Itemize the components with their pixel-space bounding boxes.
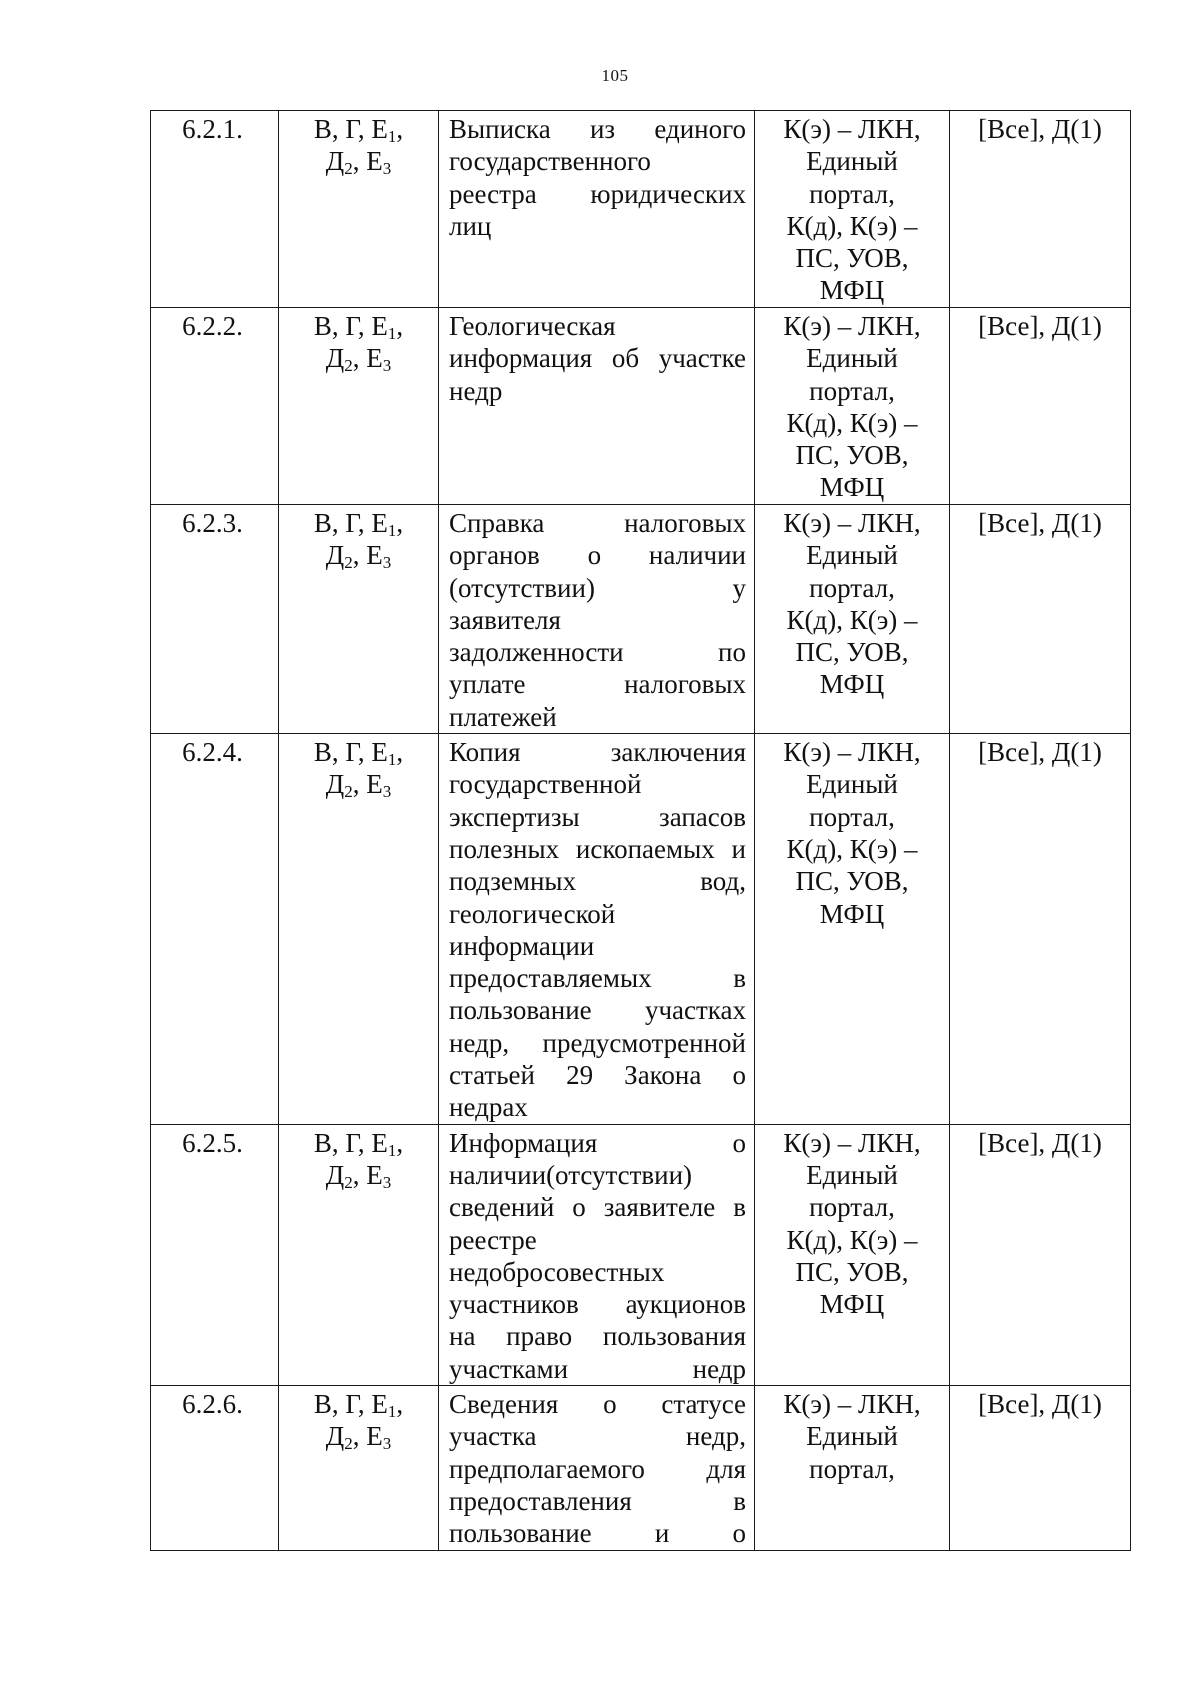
item-number: 6.2.5.: [182, 1127, 243, 1158]
note-cell: [950, 1386, 1131, 1551]
table-body: [151, 111, 1131, 1551]
category-subscript: 1: [387, 1402, 397, 1422]
document-name-word: платежей: [449, 701, 557, 732]
document-name-line: [449, 833, 746, 865]
submission-method-line: Единый: [806, 540, 898, 571]
submission-method-line: К(э) – ЛКН,: [783, 311, 921, 341]
category-text: , Е: [352, 1159, 383, 1190]
document-name-word: экспертизы: [449, 801, 580, 832]
category-text: , Е: [352, 769, 383, 800]
document-name-cell: [439, 111, 755, 308]
document-name-line: [449, 1224, 746, 1256]
document-name-line: [449, 736, 746, 768]
document-name-word: статьей: [449, 1060, 535, 1091]
document-name-word: государственного: [449, 146, 651, 177]
document-name-word: из: [589, 114, 616, 144]
document-name-line: [449, 1091, 746, 1123]
document-name-word: пользование: [449, 1518, 592, 1549]
document-name-word: вод,: [700, 866, 746, 897]
document-name-word: о: [587, 540, 602, 571]
submission-method-line: К(д), К(э) –: [786, 833, 918, 864]
document-name-line: [449, 636, 746, 668]
category-text: Д: [325, 343, 345, 374]
document-name-line: [449, 375, 746, 407]
document-name-word: о: [603, 1389, 617, 1420]
document-name-word: по: [718, 637, 746, 668]
submission-method-line: Единый: [806, 1421, 898, 1452]
document-name-word: юридических: [590, 178, 746, 209]
document-name-line: [449, 604, 746, 636]
applicant-category-cell: [279, 111, 439, 308]
document-name-line: [449, 178, 746, 210]
document-name-word: Информация: [449, 1127, 598, 1158]
document-name-word: об: [611, 343, 640, 374]
item-number-cell: [151, 1124, 279, 1385]
document-name-word: и: [731, 833, 746, 864]
category-comma: ,: [396, 311, 404, 341]
document-name-line: [449, 1127, 746, 1159]
note-cell: [950, 505, 1131, 734]
submission-method-line: ПС, УОВ,: [795, 637, 909, 668]
item-number-cell: [151, 308, 279, 505]
document-name-line: [449, 1159, 746, 1191]
document-name-word: о: [732, 1127, 746, 1158]
document-name-word: на: [449, 1321, 476, 1352]
document-name-line: [449, 1485, 746, 1517]
submission-method-line: портал,: [809, 572, 895, 603]
document-name-word: аукционов: [625, 1289, 746, 1320]
note-cell: [950, 308, 1131, 505]
document-name-word: недрах: [449, 1092, 528, 1123]
document-name-word: предполагаемого: [449, 1453, 645, 1484]
document-name-line: [449, 342, 746, 374]
category-line: [283, 145, 434, 177]
category-comma: ,: [396, 1389, 404, 1420]
note-text: [Все], Д(1): [978, 508, 1102, 538]
document-name-word: о: [572, 1192, 586, 1223]
submission-method-line: Единый: [806, 343, 898, 374]
document-name-word: пользования: [602, 1321, 746, 1352]
table-row: [151, 111, 1131, 308]
submission-method-cell: [755, 1124, 950, 1385]
document-name-line: [449, 210, 746, 242]
note-cell: [950, 111, 1131, 308]
document-name-word: в: [733, 1192, 746, 1223]
submission-method-line: Единый: [806, 146, 898, 177]
document-name-line: [449, 962, 746, 994]
document-name-word: Закона: [624, 1060, 702, 1091]
document-table: [150, 110, 1131, 1551]
note-text: [Все], Д(1): [978, 737, 1102, 768]
table-row: [151, 308, 1131, 505]
category-line: [283, 768, 434, 800]
table-row: [151, 734, 1131, 1125]
document-name-word: и: [654, 1518, 670, 1549]
submission-method-line: портал,: [809, 1192, 895, 1223]
document-name-word: Геологическая: [449, 311, 616, 341]
document-name-word: предусмотренной: [542, 1027, 746, 1058]
document-name-word: ископаемых: [575, 833, 715, 864]
submission-method-line: ПС, УОВ,: [795, 866, 909, 897]
table-row: [151, 505, 1131, 734]
document-name-word: недр,: [449, 1027, 510, 1058]
document-name-line: [449, 801, 746, 833]
document-name-word: задолженности: [449, 637, 624, 668]
category-comma: ,: [396, 737, 404, 768]
category-subscript: 1: [387, 521, 397, 540]
category-subscript: 3: [382, 1434, 392, 1454]
document-name-line: [449, 1453, 746, 1485]
category-subscript: 2: [344, 553, 353, 573]
category-subscript: 3: [382, 356, 392, 376]
category-subscript: 2: [344, 356, 353, 376]
category-subscript: 1: [387, 1140, 397, 1160]
document-name-line: [449, 1517, 746, 1549]
category-subscript: 1: [387, 324, 397, 343]
applicant-category-cell: [279, 505, 439, 734]
document-name-word: участников: [449, 1289, 579, 1320]
submission-method-line: портал,: [809, 375, 895, 406]
document-name-word: лиц: [449, 210, 492, 241]
document-name-line: [449, 145, 746, 177]
document-name-word: единого: [654, 114, 746, 144]
document-name-word: наличии(отсутствии): [449, 1159, 693, 1190]
document-name-line: [449, 930, 746, 962]
document-name-line: [449, 507, 746, 539]
table-row: [151, 1124, 1131, 1385]
category-line: [283, 736, 434, 768]
document-name-word: реестре: [449, 1224, 537, 1255]
submission-method-line: К(э) – ЛКН,: [783, 1127, 921, 1158]
submission-method-line: К(д), К(э) –: [786, 604, 918, 635]
submission-method-cell: [755, 1386, 950, 1551]
document-name-word: 29: [566, 1060, 594, 1091]
document-name-line: [449, 1059, 746, 1091]
document-name-line: [449, 1388, 746, 1420]
submission-method-line: ПС, УОВ,: [795, 440, 909, 471]
page-number: 105: [601, 66, 629, 85]
submission-method-line: Единый: [806, 769, 898, 800]
item-number: 6.2.6.: [182, 1389, 243, 1420]
document-name-line: [449, 539, 746, 571]
category-text: , Е: [352, 1421, 383, 1452]
document-name-cell: [439, 1386, 755, 1551]
document-name-word: геологической: [449, 898, 616, 929]
document-name-word: уплате: [449, 669, 526, 700]
category-text: Д: [325, 540, 345, 571]
category-subscript: 2: [344, 159, 353, 179]
submission-method-line: МФЦ: [819, 472, 885, 503]
document-name-line: [449, 113, 746, 145]
item-number-cell: [151, 505, 279, 734]
document-name-line: [449, 1288, 746, 1320]
category-line: [283, 1159, 434, 1191]
document-name-word: участках: [644, 995, 746, 1026]
applicant-category-cell: [279, 1124, 439, 1385]
document-name-line: [449, 768, 746, 800]
submission-method-line: К(э) – ЛКН,: [783, 508, 921, 538]
submission-method-line: К(д), К(э) –: [786, 1224, 918, 1255]
category-text: Д: [325, 1421, 345, 1452]
document-name-word: полезных: [449, 833, 560, 864]
document-name-line: [449, 1191, 746, 1223]
category-text: , Е: [352, 343, 383, 374]
document-name-word: участка: [449, 1421, 537, 1452]
submission-method-line: портал,: [809, 178, 895, 209]
document-name-line: [449, 572, 746, 604]
document-name-cell: [439, 1124, 755, 1385]
document-name-word: право: [506, 1321, 573, 1352]
document-name-word: Сведения: [449, 1389, 559, 1420]
document-name-word: предоставляемых: [449, 963, 652, 994]
item-number-cell: [151, 111, 279, 308]
item-number: 6.2.3.: [182, 508, 243, 538]
document-name-word: налоговых: [624, 508, 746, 538]
category-text: , Е: [352, 146, 383, 177]
document-name-cell: [439, 308, 755, 505]
category-subscript: 1: [387, 127, 397, 146]
submission-method-line: К(э) – ЛКН,: [783, 737, 921, 768]
document-name-word: налоговых: [624, 669, 746, 700]
submission-method-line: ПС, УОВ,: [795, 243, 909, 274]
item-number: 6.2.2.: [182, 311, 243, 341]
category-line: [283, 113, 434, 145]
document-name-word: предоставления: [449, 1485, 632, 1516]
note-text: [Все], Д(1): [978, 114, 1102, 144]
item-number-cell: [151, 734, 279, 1125]
submission-method-line: Единый: [806, 1159, 898, 1190]
document-name-word: (отсутствии): [449, 572, 595, 603]
submission-method-line: ПС, УОВ,: [795, 1256, 909, 1287]
document-name-word: заявителе: [603, 1192, 716, 1223]
category-line: [283, 310, 434, 342]
category-comma: ,: [396, 114, 404, 144]
document-name-word: у: [732, 572, 746, 603]
note-cell: [950, 1124, 1131, 1385]
document-name-word: статусе: [661, 1389, 746, 1420]
category-text: В, Г, Е: [313, 508, 388, 538]
submission-method-line: К(д), К(э) –: [786, 210, 918, 241]
category-subscript: 3: [382, 782, 392, 802]
submission-method-cell: [755, 308, 950, 505]
document-name-line: [449, 310, 746, 342]
submission-method-cell: [755, 734, 950, 1125]
category-text: Д: [325, 1159, 345, 1190]
category-text: В, Г, Е: [313, 114, 388, 144]
document-name-word: органов: [449, 540, 540, 571]
item-number-cell: [151, 1386, 279, 1551]
category-subscript: 3: [382, 1172, 392, 1192]
document-name-word: недр: [692, 1353, 746, 1384]
category-line: [283, 342, 434, 374]
applicant-category-cell: [279, 308, 439, 505]
submission-method-line: МФЦ: [819, 275, 885, 306]
document-name-word: заключения: [610, 737, 746, 768]
table-row: [151, 1386, 1131, 1551]
document-name-word: заявителя: [449, 604, 561, 635]
document-name-word: Копия: [449, 737, 521, 768]
document-name-word: пользование: [449, 995, 592, 1026]
document-name-word: о: [732, 1060, 746, 1091]
document-name-cell: [439, 505, 755, 734]
category-subscript: 1: [387, 750, 397, 770]
document-name-word: участками: [449, 1353, 569, 1384]
submission-method-cell: [755, 111, 950, 308]
category-text: , Е: [352, 540, 383, 571]
submission-method-line: МФЦ: [819, 669, 885, 700]
document-name-word: информации: [449, 930, 595, 961]
applicant-category-cell: [279, 1386, 439, 1551]
submission-method-line: К(э) – ЛКН,: [783, 114, 921, 144]
category-subscript: 2: [344, 1434, 353, 1454]
document-name-word: недр: [449, 375, 503, 406]
category-text: В, Г, Е: [313, 737, 388, 768]
document-name-word: Выписка: [449, 114, 551, 144]
category-comma: ,: [396, 508, 404, 538]
note-text: [Все], Д(1): [978, 1127, 1102, 1158]
item-number: 6.2.4.: [182, 737, 243, 768]
document-name-line: [449, 1420, 746, 1452]
document-name-word: сведений: [449, 1192, 555, 1223]
category-line: [283, 1127, 434, 1159]
submission-method-line: портал,: [809, 801, 895, 832]
category-subscript: 2: [344, 1172, 353, 1192]
category-text: В, Г, Е: [313, 1127, 388, 1158]
note-text: [Все], Д(1): [978, 1389, 1102, 1420]
applicant-category-cell: [279, 734, 439, 1125]
submission-method-line: МФЦ: [819, 898, 885, 929]
category-text: В, Г, Е: [313, 311, 388, 341]
category-comma: ,: [396, 1127, 404, 1158]
document-name-word: реестра: [449, 178, 537, 209]
document-name-word: недр,: [685, 1421, 746, 1452]
document-name-word: в: [733, 963, 746, 994]
document-name-line: [449, 898, 746, 930]
category-text: В, Г, Е: [313, 1389, 388, 1420]
submission-method-cell: [755, 505, 950, 734]
category-line: [283, 507, 434, 539]
note-text: [Все], Д(1): [978, 311, 1102, 341]
document-name-line: [449, 1027, 746, 1059]
document-name-word: о: [732, 1518, 746, 1549]
document-name-word: подземных: [449, 866, 577, 897]
category-line: [283, 1420, 434, 1452]
document-name-word: недобросовестных: [449, 1256, 665, 1287]
document-name-word: наличии: [648, 540, 746, 571]
document-name-line: [449, 865, 746, 897]
category-line: [283, 1388, 434, 1420]
category-text: Д: [325, 769, 345, 800]
note-cell: [950, 734, 1131, 1125]
submission-method-line: К(э) – ЛКН,: [783, 1389, 921, 1420]
category-subscript: 2: [344, 782, 353, 802]
document-name-word: в: [733, 1485, 746, 1516]
document-name-line: [449, 701, 746, 733]
submission-method-line: МФЦ: [819, 1289, 885, 1320]
document-name-line: [449, 1353, 746, 1385]
category-subscript: 3: [382, 553, 392, 573]
document-name-word: Справка: [449, 508, 545, 538]
submission-method-line: К(д), К(э) –: [786, 407, 918, 438]
category-text: Д: [325, 146, 345, 177]
document-name-word: для: [706, 1453, 746, 1484]
document-name-cell: [439, 734, 755, 1125]
category-subscript: 3: [382, 159, 392, 179]
submission-method-line: портал,: [809, 1453, 895, 1484]
document-name-word: информация: [449, 343, 593, 374]
document-name-line: [449, 1256, 746, 1288]
document-name-line: [449, 1320, 746, 1352]
document-name-line: [449, 668, 746, 700]
category-line: [283, 539, 434, 571]
document-name-line: [449, 994, 746, 1026]
document-name-word: запасов: [659, 801, 746, 832]
document-name-word: участке: [658, 343, 746, 374]
document-name-word: государственной: [449, 769, 642, 800]
item-number: 6.2.1.: [182, 114, 243, 144]
